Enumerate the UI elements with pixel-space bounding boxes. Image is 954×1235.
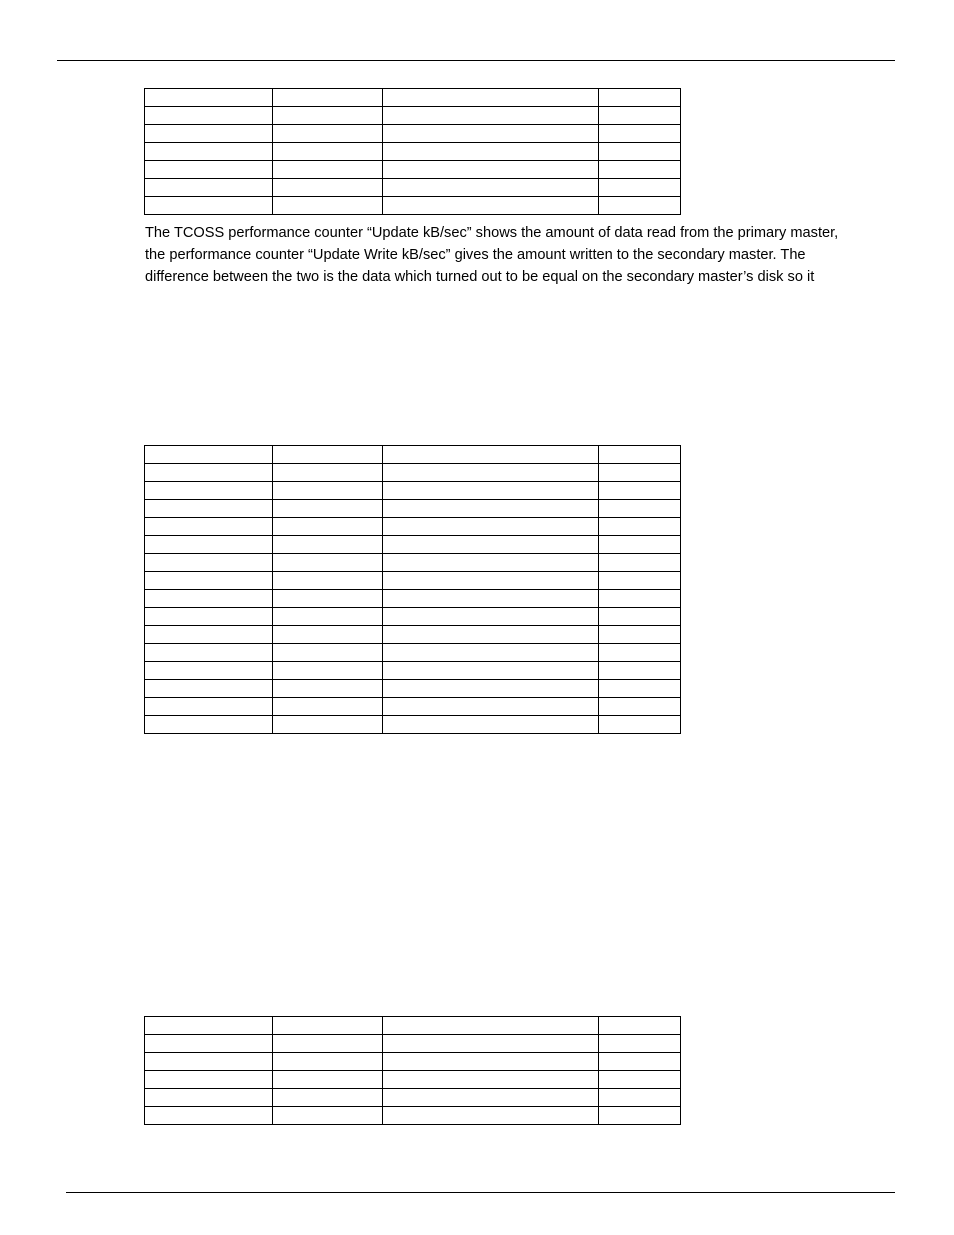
paragraph-line-3: difference between the two is the data which turned out to be equal on the secondary master’s disk so it (145, 269, 815, 285)
table-cell (273, 590, 383, 608)
table-2-body (145, 446, 681, 734)
table-cell (599, 161, 681, 179)
table-cell (145, 1089, 273, 1107)
table-cell (383, 143, 599, 161)
table-cell (383, 464, 599, 482)
table-cell (145, 197, 273, 215)
table-cell (145, 572, 273, 590)
table-row (145, 590, 681, 608)
table-cell (599, 179, 681, 197)
table-row (145, 179, 681, 197)
table-cell (383, 1071, 599, 1089)
table-cell (383, 446, 599, 464)
table-cell (599, 1017, 681, 1035)
table-cell (383, 698, 599, 716)
table-cell (599, 1071, 681, 1089)
table-row (145, 1107, 681, 1125)
table-cell (145, 554, 273, 572)
table-row (145, 554, 681, 572)
table-cell (273, 464, 383, 482)
table-cell (383, 500, 599, 518)
table-cell (599, 89, 681, 107)
table-cell (383, 1017, 599, 1035)
table-cell (599, 500, 681, 518)
table-cell (273, 1071, 383, 1089)
table-row (145, 89, 681, 107)
table-cell (145, 1035, 273, 1053)
table-cell (273, 716, 383, 734)
table-cell (145, 608, 273, 626)
table-cell (599, 197, 681, 215)
table-3-body (145, 1017, 681, 1125)
table-cell (383, 590, 599, 608)
table-cell (273, 500, 383, 518)
table-row (145, 1035, 681, 1053)
table-cell (273, 1053, 383, 1071)
table-cell (599, 464, 681, 482)
table-cell (383, 125, 599, 143)
table-cell (273, 197, 383, 215)
table-cell (599, 125, 681, 143)
table-cell (145, 1107, 273, 1125)
table-cell (599, 1089, 681, 1107)
table-row (145, 608, 681, 626)
table-cell (273, 1107, 383, 1125)
table-row (145, 680, 681, 698)
table-cell (273, 680, 383, 698)
table-row (145, 446, 681, 464)
table-row (145, 482, 681, 500)
table-cell (273, 107, 383, 125)
table-cell (273, 446, 383, 464)
table-cell (599, 446, 681, 464)
table-cell (599, 554, 681, 572)
table-cell (145, 482, 273, 500)
table-cell (383, 644, 599, 662)
table-cell (273, 608, 383, 626)
table-row (145, 1089, 681, 1107)
table-cell (145, 590, 273, 608)
table-cell (145, 125, 273, 143)
table-cell (599, 536, 681, 554)
table-cell (273, 143, 383, 161)
table-cell (145, 1017, 273, 1035)
table-row (145, 197, 681, 215)
table-cell (383, 161, 599, 179)
table-cell (599, 680, 681, 698)
table-row (145, 662, 681, 680)
table-row (145, 107, 681, 125)
body-paragraph (145, 222, 890, 288)
table-cell (599, 590, 681, 608)
table-1 (144, 88, 681, 215)
table-cell (145, 89, 273, 107)
table-row (145, 500, 681, 518)
table-cell (383, 1035, 599, 1053)
table-row (145, 1071, 681, 1089)
table-cell (383, 1053, 599, 1071)
table-cell (145, 1053, 273, 1071)
paragraph-line-1: The TCOSS performance counter “Update kB/sec” shows the amount of data read from the primary master, (145, 225, 839, 241)
table-row (145, 698, 681, 716)
table-1-body (145, 89, 681, 215)
table-cell (599, 698, 681, 716)
table-cell (273, 482, 383, 500)
table-cell (145, 446, 273, 464)
table-cell (599, 1035, 681, 1053)
table-cell (383, 716, 599, 734)
table-cell (145, 179, 273, 197)
table-cell (599, 626, 681, 644)
table-row (145, 1053, 681, 1071)
table-row (145, 572, 681, 590)
table-cell (145, 698, 273, 716)
table-cell (145, 161, 273, 179)
table-cell (273, 125, 383, 143)
table-cell (383, 89, 599, 107)
table-cell (383, 554, 599, 572)
table-cell (273, 698, 383, 716)
table-cell (273, 179, 383, 197)
table-row (145, 626, 681, 644)
table-cell (145, 680, 273, 698)
table-cell (599, 518, 681, 536)
table-cell (273, 572, 383, 590)
table-cell (383, 536, 599, 554)
table-cell (383, 662, 599, 680)
table-cell (383, 608, 599, 626)
table-3 (144, 1016, 681, 1125)
table-cell (599, 572, 681, 590)
header-rule (57, 60, 895, 61)
table-cell (273, 518, 383, 536)
table-cell (383, 1107, 599, 1125)
table-cell (273, 1035, 383, 1053)
table-cell (599, 107, 681, 125)
table-cell (383, 626, 599, 644)
table-cell (145, 626, 273, 644)
table-cell (145, 536, 273, 554)
table-cell (383, 572, 599, 590)
table-cell (599, 1107, 681, 1125)
table-cell (145, 716, 273, 734)
table-cell (273, 662, 383, 680)
table-cell (383, 197, 599, 215)
table-cell (599, 644, 681, 662)
table-cell (599, 608, 681, 626)
table-cell (273, 536, 383, 554)
table-cell (145, 500, 273, 518)
table-row (145, 536, 681, 554)
table-cell (145, 107, 273, 125)
footer-rule (66, 1192, 895, 1193)
table-row (145, 125, 681, 143)
table-cell (383, 179, 599, 197)
table-cell (383, 482, 599, 500)
table-cell (273, 644, 383, 662)
table-cell (383, 518, 599, 536)
table-row (145, 1017, 681, 1035)
paragraph-line-2: the performance counter “Update Write kB/sec” gives the amount written to the secondary master. The (145, 247, 806, 263)
table-cell (383, 1089, 599, 1107)
table-cell (273, 1017, 383, 1035)
table-cell (273, 626, 383, 644)
table-cell (273, 161, 383, 179)
table-cell (273, 89, 383, 107)
table-row (145, 716, 681, 734)
table-cell (599, 662, 681, 680)
table-cell (145, 1071, 273, 1089)
table-cell (145, 518, 273, 536)
table-cell (599, 716, 681, 734)
table-cell (599, 482, 681, 500)
table-row (145, 161, 681, 179)
table-cell (273, 554, 383, 572)
table-row (145, 143, 681, 161)
table-cell (383, 680, 599, 698)
table-cell (145, 464, 273, 482)
table-row (145, 644, 681, 662)
table-cell (145, 662, 273, 680)
table-cell (273, 1089, 383, 1107)
table-row (145, 518, 681, 536)
table-cell (599, 1053, 681, 1071)
table-row (145, 464, 681, 482)
table-cell (599, 143, 681, 161)
table-cell (145, 143, 273, 161)
table-2 (144, 445, 681, 734)
table-cell (383, 107, 599, 125)
table-cell (145, 644, 273, 662)
